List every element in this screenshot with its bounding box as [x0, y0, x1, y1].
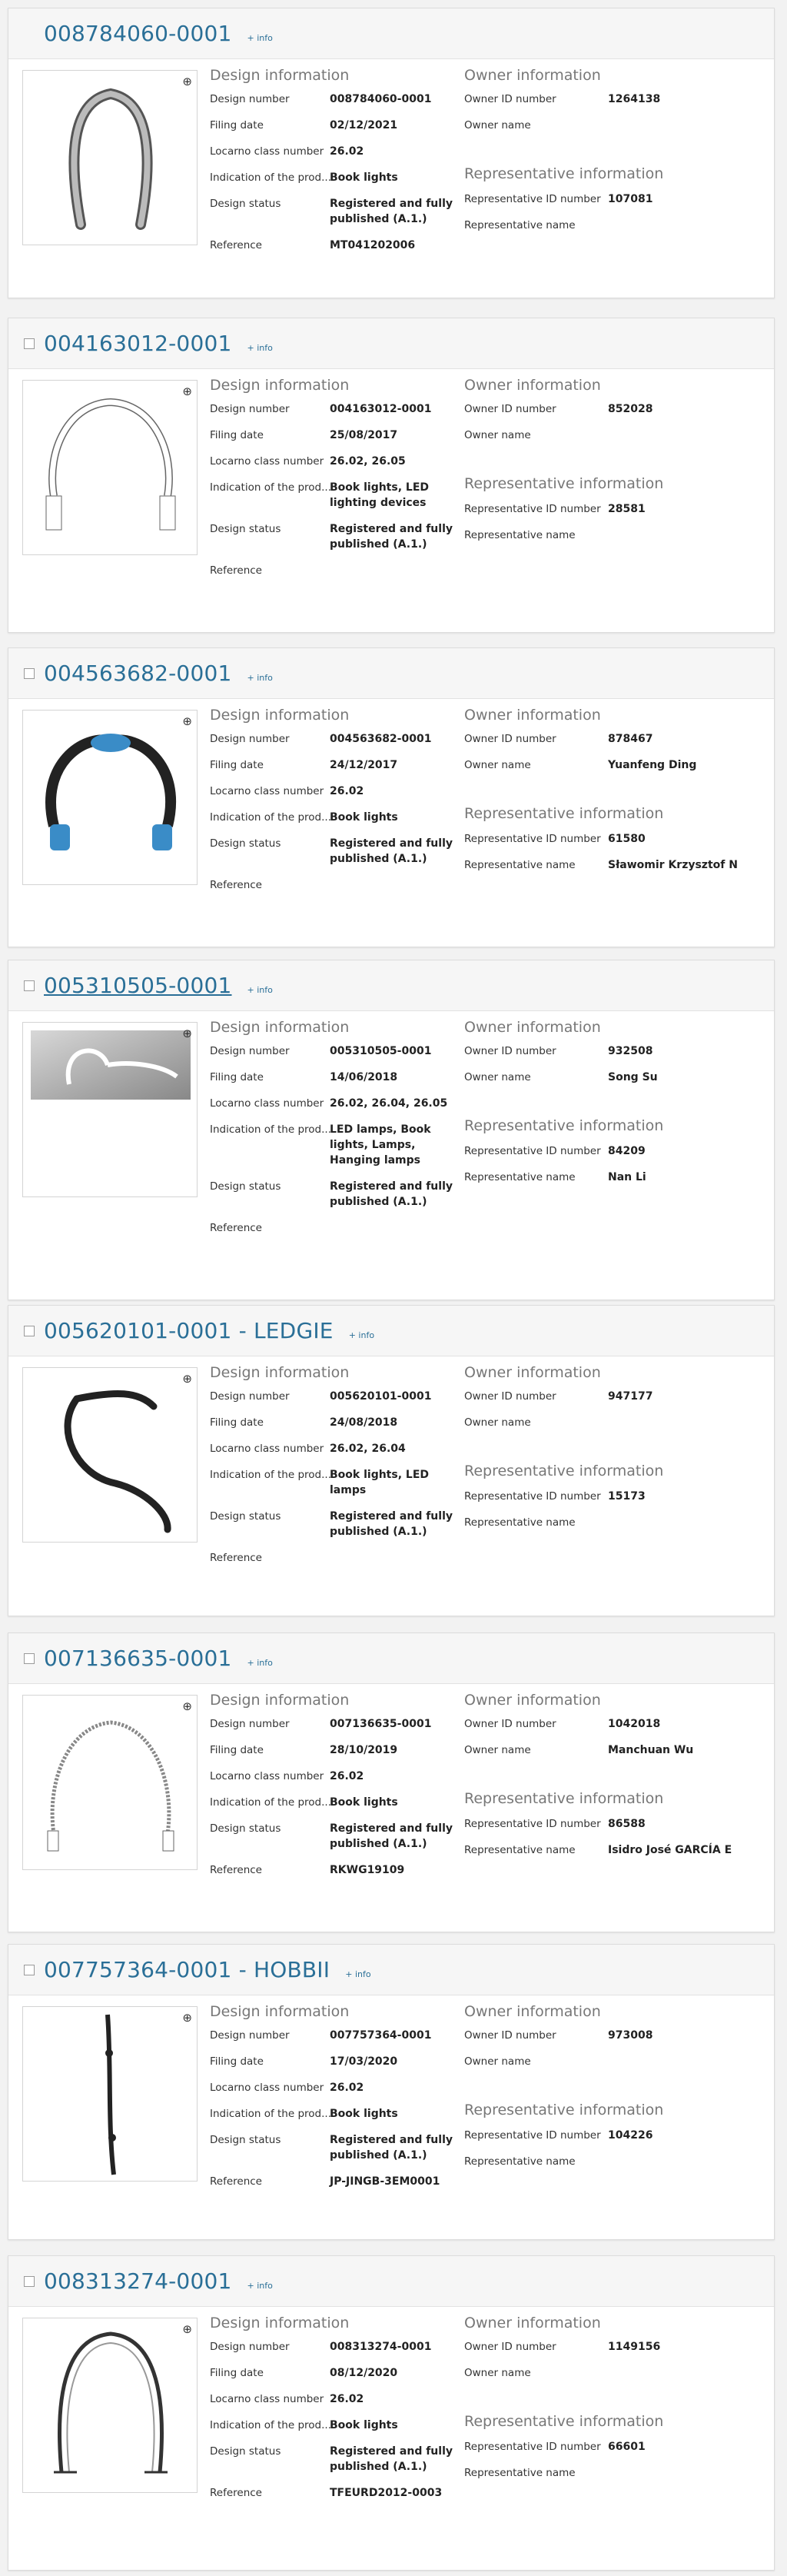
- design-info-title: Design information: [210, 1019, 350, 1036]
- design-info-title: Design information: [210, 1364, 350, 1381]
- value-indication: Book lights: [330, 2108, 398, 2120]
- label-rep-name: Representative name: [464, 2467, 576, 2479]
- design-thumbnail[interactable]: [22, 1695, 198, 1870]
- label-owner-id: Owner ID number: [464, 1718, 556, 1730]
- design-number-link[interactable]: 004563682-0001: [44, 661, 232, 686]
- label-indication: Indication of the prod...: [210, 171, 331, 184]
- card-header: [8, 960, 774, 1011]
- design-number-link[interactable]: 005620101-0001 - LEDGIE: [44, 1318, 334, 1343]
- value-filing-date: 24/08/2018: [330, 1416, 398, 1429]
- design-info-title: Design information: [210, 2003, 350, 2020]
- value-locarno: 26.02: [330, 785, 364, 797]
- representative-info-title: Representative information: [464, 805, 664, 822]
- value-design-status: Registered and fully published (A.1.): [330, 1510, 453, 1538]
- label-rep-name: Representative name: [464, 1171, 576, 1183]
- search-plus-icon[interactable]: ⊕: [182, 714, 192, 728]
- label-locarno: Locarno class number: [210, 2082, 324, 2094]
- label-indication: Indication of the prod...: [210, 1123, 331, 1136]
- value-design-status: Registered and fully published (A.1.): [330, 837, 453, 865]
- card-header: [8, 2256, 774, 2307]
- value-rep-name: Nan Li: [608, 1171, 646, 1183]
- value-rep-id: 28581: [608, 503, 646, 515]
- label-owner-name: Owner name: [464, 429, 531, 441]
- more-info-link[interactable]: + info: [247, 673, 273, 683]
- value-reference: JP-JINGB-3EM0001: [330, 2175, 440, 2188]
- label-design-status: Design status: [210, 837, 281, 850]
- label-locarno: Locarno class number: [210, 1770, 324, 1782]
- design-thumbnail[interactable]: [22, 1367, 198, 1543]
- label-reference: Reference: [210, 2175, 262, 2188]
- search-plus-icon[interactable]: ⊕: [182, 1372, 192, 1386]
- label-owner-id: Owner ID number: [464, 2341, 556, 2353]
- label-owner-name: Owner name: [464, 119, 531, 131]
- design-number-link[interactable]: 004163012-0001: [44, 331, 232, 356]
- value-owner-id: 878467: [608, 733, 653, 745]
- label-rep-id: Representative ID number: [464, 1818, 601, 1830]
- value-indication: Book lights: [330, 171, 398, 184]
- value-reference: TFEURD2012-0003: [330, 2487, 443, 2499]
- value-design-number: 008313274-0001: [330, 2341, 432, 2353]
- design-card: [8, 1632, 775, 1932]
- value-locarno: 26.02: [330, 2393, 364, 2405]
- value-owner-id: 1149156: [608, 2341, 661, 2353]
- value-filing-date: 25/08/2017: [330, 429, 398, 441]
- value-design-status: Registered and fully published (A.1.): [330, 1180, 453, 1208]
- design-number-link[interactable]: 008784060-0001: [44, 21, 232, 46]
- design-card: [8, 8, 775, 298]
- value-owner-id: 973008: [608, 2029, 653, 2042]
- label-locarno: Locarno class number: [210, 2393, 324, 2405]
- label-reference: Reference: [210, 239, 262, 251]
- design-info-title: Design information: [210, 707, 350, 724]
- label-owner-id: Owner ID number: [464, 93, 556, 105]
- value-filing-date: 14/06/2018: [330, 1071, 398, 1083]
- value-design-status: Registered and fully published (A.1.): [330, 1822, 453, 1850]
- label-rep-id: Representative ID number: [464, 1490, 601, 1503]
- value-design-number: 005310505-0001: [330, 1045, 432, 1057]
- label-design-number: Design number: [210, 93, 290, 105]
- value-owner-id: 947177: [608, 1390, 653, 1403]
- label-design-number: Design number: [210, 2341, 290, 2353]
- checkbox-icon[interactable]: [24, 1965, 35, 1975]
- owner-info-title: Owner information: [464, 2003, 601, 2020]
- value-owner-name: Manchuan Wu: [608, 1744, 694, 1756]
- value-reference: RKWG19109: [330, 1864, 405, 1876]
- more-info-link[interactable]: + info: [247, 343, 273, 353]
- label-indication: Indication of the prod...: [210, 2108, 331, 2120]
- design-number-link[interactable]: 005310505-0001: [44, 973, 232, 998]
- label-filing-date: Filing date: [210, 2367, 264, 2379]
- value-design-number: 005620101-0001: [330, 1390, 432, 1403]
- value-rep-name: Sławomir Krzysztof N: [608, 859, 738, 871]
- label-rep-name: Representative name: [464, 1516, 576, 1529]
- label-owner-name: Owner name: [464, 1071, 531, 1083]
- value-locarno: 26.02: [330, 145, 364, 158]
- value-rep-name: Isidro José GARCÍA E: [608, 1844, 732, 1856]
- value-locarno: 26.02, 26.04: [330, 1443, 406, 1455]
- search-plus-icon[interactable]: ⊕: [182, 384, 192, 398]
- design-card: [8, 647, 775, 947]
- label-design-status: Design status: [210, 1510, 281, 1523]
- label-rep-name: Representative name: [464, 219, 576, 231]
- label-indication: Indication of the prod...: [210, 2419, 331, 2431]
- checkbox-icon[interactable]: [24, 668, 35, 679]
- search-plus-icon[interactable]: ⊕: [182, 2011, 192, 2025]
- checkbox-icon[interactable]: [24, 2276, 35, 2287]
- value-design-status: Registered and fully published (A.1.): [330, 198, 453, 225]
- value-reference: MT041202006: [330, 239, 416, 251]
- checkbox-icon[interactable]: [24, 1653, 35, 1664]
- label-rep-id: Representative ID number: [464, 2441, 601, 2453]
- value-owner-id: 852028: [608, 403, 653, 415]
- value-owner-name: Song Su: [608, 1071, 658, 1083]
- label-owner-name: Owner name: [464, 2367, 531, 2379]
- label-indication: Indication of the prod...: [210, 481, 331, 494]
- more-info-link[interactable]: + info: [345, 1969, 371, 1979]
- label-indication: Indication of the prod...: [210, 1796, 331, 1809]
- value-design-number: 004563682-0001: [330, 733, 432, 745]
- value-indication: Book lights, LED lighting devices: [330, 481, 430, 509]
- label-design-status: Design status: [210, 1180, 281, 1193]
- search-plus-icon[interactable]: ⊕: [182, 75, 192, 88]
- design-number-link[interactable]: 007136635-0001: [44, 1646, 232, 1671]
- value-rep-id: 84209: [608, 1145, 646, 1157]
- card-header: [8, 648, 774, 699]
- more-info-link[interactable]: + info: [247, 33, 273, 43]
- label-owner-name: Owner name: [464, 2055, 531, 2068]
- label-reference: Reference: [210, 564, 262, 577]
- value-design-number: 007136635-0001: [330, 1718, 432, 1730]
- value-design-number: 008784060-0001: [330, 93, 432, 105]
- label-reference: Reference: [210, 1552, 262, 1564]
- card-header: [8, 318, 774, 369]
- value-filing-date: 17/03/2020: [330, 2055, 398, 2068]
- label-design-number: Design number: [210, 1045, 290, 1057]
- value-rep-id: 86588: [608, 1818, 646, 1830]
- value-owner-id: 932508: [608, 1045, 653, 1057]
- label-locarno: Locarno class number: [210, 455, 324, 468]
- label-rep-id: Representative ID number: [464, 2129, 601, 2142]
- label-indication: Indication of the prod...: [210, 811, 331, 824]
- design-card: [8, 1305, 775, 1616]
- more-info-link[interactable]: + info: [247, 2281, 273, 2291]
- design-thumbnail[interactable]: [22, 1022, 198, 1197]
- more-info-link[interactable]: + info: [348, 1330, 375, 1340]
- label-design-number: Design number: [210, 733, 290, 745]
- design-info-title: Design information: [210, 67, 350, 84]
- label-reference: Reference: [210, 1222, 262, 1234]
- label-design-number: Design number: [210, 1390, 290, 1403]
- label-design-number: Design number: [210, 1718, 290, 1730]
- label-design-status: Design status: [210, 2134, 281, 2146]
- design-info-title: Design information: [210, 1692, 350, 1709]
- label-owner-id: Owner ID number: [464, 1045, 556, 1057]
- search-plus-icon[interactable]: ⊕: [182, 1699, 192, 1713]
- value-design-number: 007757364-0001: [330, 2029, 432, 2042]
- label-filing-date: Filing date: [210, 1416, 264, 1429]
- value-rep-id: 107081: [608, 193, 653, 205]
- label-design-status: Design status: [210, 198, 281, 210]
- owner-info-title: Owner information: [464, 1692, 601, 1709]
- label-design-number: Design number: [210, 403, 290, 415]
- design-card: [8, 960, 775, 1300]
- label-owner-name: Owner name: [464, 1416, 531, 1429]
- representative-info-title: Representative information: [464, 2413, 664, 2430]
- value-filing-date: 08/12/2020: [330, 2367, 398, 2379]
- label-rep-name: Representative name: [464, 1844, 576, 1856]
- value-locarno: 26.02, 26.05: [330, 455, 406, 468]
- card-header: [8, 8, 774, 59]
- representative-info-title: Representative information: [464, 1117, 664, 1134]
- label-locarno: Locarno class number: [210, 785, 324, 797]
- value-filing-date: 02/12/2021: [330, 119, 398, 131]
- label-filing-date: Filing date: [210, 759, 264, 771]
- representative-info-title: Representative information: [464, 1790, 664, 1807]
- representative-info-title: Representative information: [464, 2102, 664, 2118]
- value-rep-id: 66601: [608, 2441, 646, 2453]
- value-rep-id: 104226: [608, 2129, 653, 2142]
- value-design-status: Registered and fully published (A.1.): [330, 2134, 453, 2162]
- label-indication: Indication of the prod...: [210, 1469, 331, 1481]
- label-design-status: Design status: [210, 523, 281, 535]
- value-indication: LED lamps, Book lights, Lamps, Hanging lamps: [330, 1123, 431, 1167]
- label-rep-name: Representative name: [464, 859, 576, 871]
- label-owner-id: Owner ID number: [464, 403, 556, 415]
- checkbox-icon[interactable]: [24, 980, 35, 991]
- more-info-link[interactable]: + info: [247, 1658, 273, 1668]
- owner-info-title: Owner information: [464, 1019, 601, 1036]
- card-header: [8, 1945, 774, 1995]
- owner-info-title: Owner information: [464, 1364, 601, 1381]
- value-design-status: Registered and fully published (A.1.): [330, 523, 453, 551]
- label-rep-id: Representative ID number: [464, 1145, 601, 1157]
- value-locarno: 26.02: [330, 1770, 364, 1782]
- representative-info-title: Representative information: [464, 1463, 664, 1479]
- value-locarno: 26.02, 26.04, 26.05: [330, 1097, 448, 1110]
- value-indication: Book lights: [330, 1796, 398, 1809]
- label-filing-date: Filing date: [210, 429, 264, 441]
- label-filing-date: Filing date: [210, 2055, 264, 2068]
- label-locarno: Locarno class number: [210, 1443, 324, 1455]
- owner-info-title: Owner information: [464, 707, 601, 724]
- label-reference: Reference: [210, 879, 262, 891]
- value-owner-id: 1042018: [608, 1718, 661, 1730]
- card-header: [8, 1633, 774, 1684]
- label-locarno: Locarno class number: [210, 145, 324, 158]
- value-indication: Book lights: [330, 811, 398, 824]
- representative-info-title: Representative information: [464, 165, 664, 182]
- value-filing-date: 24/12/2017: [330, 759, 398, 771]
- design-card: [8, 318, 775, 633]
- design-thumbnail[interactable]: [22, 710, 198, 885]
- card-header: [8, 1306, 774, 1356]
- label-rep-name: Representative name: [464, 529, 576, 541]
- checkbox-icon[interactable]: [24, 1326, 35, 1336]
- more-info-link[interactable]: + info: [247, 985, 273, 995]
- label-reference: Reference: [210, 1864, 262, 1876]
- value-rep-id: 61580: [608, 833, 646, 845]
- design-card: [8, 2255, 775, 2571]
- value-filing-date: 28/10/2019: [330, 1744, 398, 1756]
- value-design-status: Registered and fully published (A.1.): [330, 2445, 453, 2473]
- label-rep-id: Representative ID number: [464, 193, 601, 205]
- label-rep-id: Representative ID number: [464, 503, 601, 515]
- design-thumbnail[interactable]: [22, 70, 198, 245]
- label-filing-date: Filing date: [210, 1071, 264, 1083]
- value-rep-id: 15173: [608, 1490, 646, 1503]
- value-locarno: 26.02: [330, 2082, 364, 2094]
- design-thumbnail[interactable]: [22, 2318, 198, 2493]
- design-info-title: Design information: [210, 2315, 350, 2331]
- owner-info-title: Owner information: [464, 377, 601, 394]
- search-plus-icon[interactable]: ⊕: [182, 1027, 192, 1040]
- design-number-link[interactable]: 007757364-0001 - HOBBII: [44, 1957, 330, 1982]
- value-owner-name: Yuanfeng Ding: [608, 759, 697, 771]
- representative-info-title: Representative information: [464, 475, 664, 492]
- label-owner-id: Owner ID number: [464, 733, 556, 745]
- design-thumbnail[interactable]: [22, 380, 198, 555]
- design-number-link[interactable]: 008313274-0001: [44, 2268, 232, 2294]
- value-indication: Book lights, LED lamps: [330, 1469, 430, 1496]
- label-owner-id: Owner ID number: [464, 2029, 556, 2042]
- label-owner-name: Owner name: [464, 1744, 531, 1756]
- label-rep-id: Representative ID number: [464, 833, 601, 845]
- label-owner-id: Owner ID number: [464, 1390, 556, 1403]
- design-thumbnail[interactable]: [22, 2006, 198, 2182]
- label-locarno: Locarno class number: [210, 1097, 324, 1110]
- design-info-title: Design information: [210, 377, 350, 394]
- label-design-status: Design status: [210, 2445, 281, 2458]
- owner-info-title: Owner information: [464, 67, 601, 84]
- value-indication: Book lights: [330, 2419, 398, 2431]
- label-owner-name: Owner name: [464, 759, 531, 771]
- label-filing-date: Filing date: [210, 119, 264, 131]
- label-rep-name: Representative name: [464, 2155, 576, 2168]
- label-reference: Reference: [210, 2487, 262, 2499]
- value-owner-id: 1264138: [608, 93, 661, 105]
- label-filing-date: Filing date: [210, 1744, 264, 1756]
- value-design-number: 004163012-0001: [330, 403, 432, 415]
- label-design-status: Design status: [210, 1822, 281, 1835]
- search-plus-icon[interactable]: ⊕: [182, 2322, 192, 2336]
- label-design-number: Design number: [210, 2029, 290, 2042]
- checkbox-icon[interactable]: [24, 338, 35, 349]
- owner-info-title: Owner information: [464, 2315, 601, 2331]
- design-card: [8, 1944, 775, 2240]
